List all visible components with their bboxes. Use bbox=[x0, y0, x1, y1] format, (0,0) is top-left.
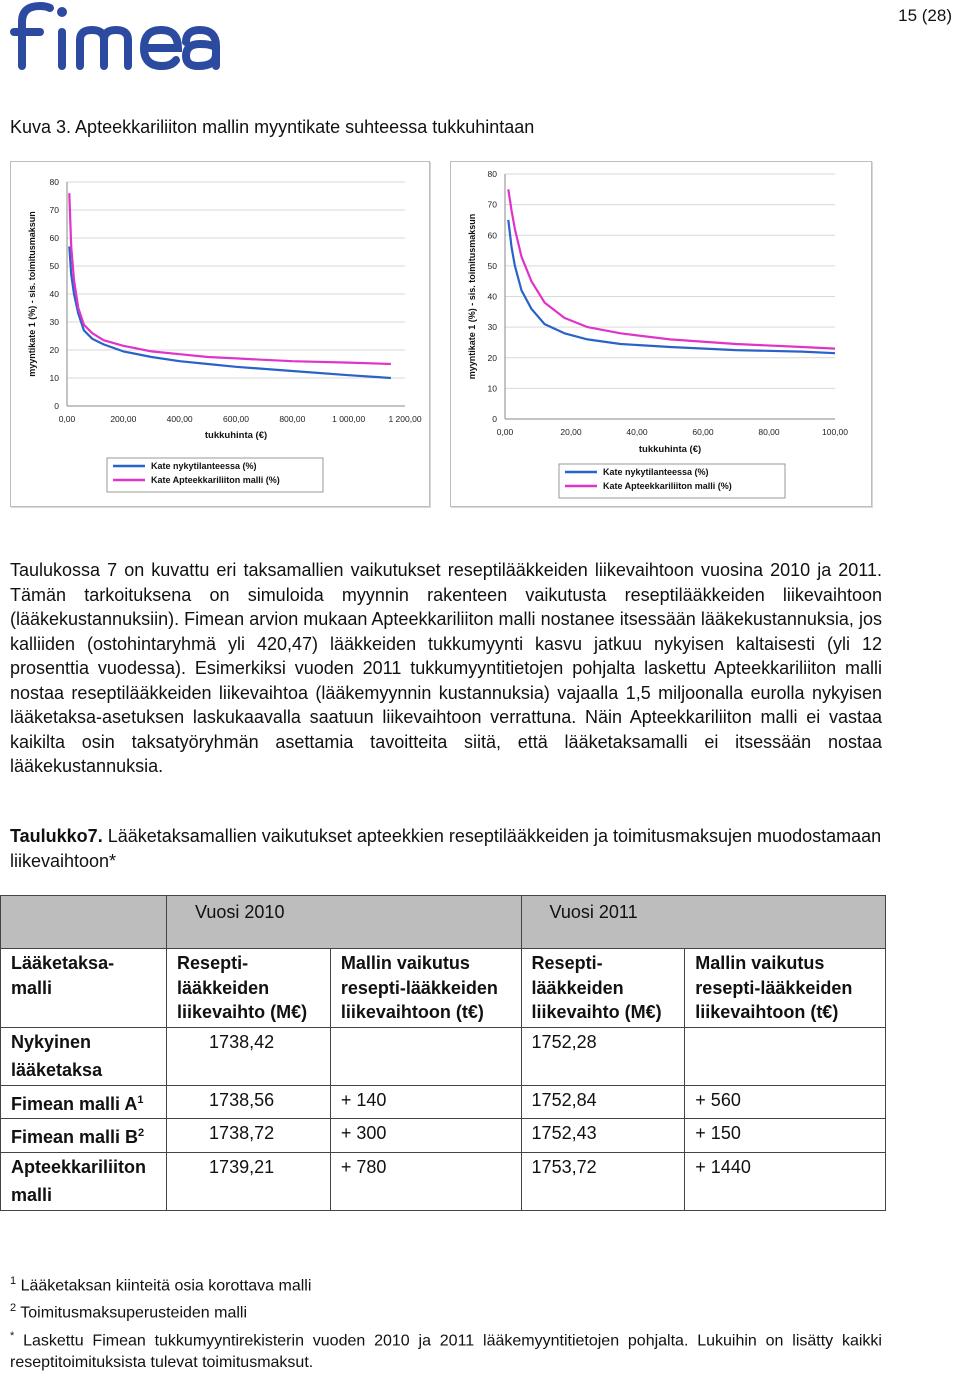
row-model bbox=[1, 1027, 167, 1085]
legend-label: Kate Apteekkariliiton malli (%) bbox=[151, 475, 280, 485]
row-effect-2011: + 1440 bbox=[685, 1152, 886, 1210]
year-2011-header bbox=[521, 896, 885, 949]
x-tick-label: 40,00 bbox=[626, 427, 648, 437]
row-effect-2011: + 560 bbox=[685, 1085, 886, 1119]
row-model-label: Nykyinen lääketaksa bbox=[11, 1031, 103, 1080]
row-model bbox=[1, 1085, 167, 1119]
footnote-text: Toimitusmaksuperusteiden malli bbox=[20, 1304, 248, 1322]
y-axis-title: myyntikate 1 (%) - sis. toimitusmaksun bbox=[27, 211, 37, 377]
row-lv-2010: 1738,56 bbox=[167, 1085, 331, 1119]
table-row bbox=[1, 1027, 886, 1085]
y-tick-label: 10 bbox=[487, 383, 497, 394]
y-tick-label: 20 bbox=[49, 345, 59, 355]
footnote bbox=[10, 1325, 882, 1374]
header-effect-2011: Mallin vaikutus resepti-lääkkeiden liikevaihtoon (t€) bbox=[685, 949, 886, 1028]
row-model bbox=[1, 1152, 167, 1210]
row-model-label: Apteekkariliiton malli bbox=[11, 1156, 147, 1205]
footnote bbox=[10, 1297, 882, 1324]
row-lv-2010: 1738,72 bbox=[167, 1119, 331, 1153]
table-row bbox=[1, 1085, 886, 1119]
footnote-text: Lääketaksan kiinteitä osia korottava malli bbox=[20, 1277, 312, 1295]
x-tick-label: 100,00 bbox=[822, 427, 848, 437]
footnote-mark: 2 bbox=[10, 1302, 17, 1315]
row-lv-2010: 1738,42 bbox=[167, 1027, 331, 1085]
x-tick-label: 0,00 bbox=[496, 427, 514, 437]
y-tick-label: 70 bbox=[487, 199, 497, 210]
footnote-mark: * bbox=[10, 1329, 15, 1342]
chart-1 bbox=[10, 161, 430, 507]
y-tick-label: 0 bbox=[492, 414, 497, 424]
table-row bbox=[1, 1152, 886, 1210]
header-model: Lääketaksa-malli bbox=[1, 949, 167, 1028]
x-tick-label: 800,00 bbox=[279, 414, 306, 424]
footnote bbox=[10, 1270, 882, 1297]
x-tick-label: 400,00 bbox=[166, 414, 193, 424]
x-tick-label: 60,00 bbox=[692, 427, 714, 437]
y-tick-label: 20 bbox=[487, 352, 497, 363]
figure-caption: Kuva 3. Apteekkariliiton mallin myyntikate suhteessa tukkuhintaan bbox=[10, 117, 535, 137]
row-effect-2010: + 780 bbox=[330, 1152, 521, 1210]
data-table bbox=[0, 895, 886, 1211]
chart-2 bbox=[450, 161, 872, 507]
y-tick-label: 0 bbox=[54, 401, 59, 411]
year-2010-label: Vuosi 2010 bbox=[195, 900, 284, 925]
legend-label: Kate nykytilanteessa (%) bbox=[603, 467, 709, 477]
y-tick-label: 40 bbox=[49, 289, 59, 299]
fimea-logo bbox=[10, 0, 222, 72]
legend-label: Kate nykytilanteessa (%) bbox=[151, 461, 257, 471]
row-lv-2011: 1753,72 bbox=[521, 1152, 685, 1210]
y-tick-label: 10 bbox=[49, 373, 59, 383]
y-tick-label: 80 bbox=[487, 169, 497, 179]
series-line bbox=[69, 193, 391, 364]
row-effect-2011: + 150 bbox=[685, 1119, 886, 1153]
x-axis-title: tukkuhinta (€) bbox=[638, 444, 702, 455]
table-caption bbox=[10, 824, 882, 873]
row-model bbox=[1, 1119, 167, 1153]
y-tick-label: 50 bbox=[49, 261, 59, 271]
y-tick-label: 70 bbox=[49, 205, 59, 215]
y-tick-label: 30 bbox=[487, 322, 497, 333]
page-number: 15 (28) bbox=[898, 6, 952, 25]
footnotes bbox=[10, 1270, 882, 1374]
y-tick-label: 60 bbox=[487, 230, 497, 241]
y-tick-label: 40 bbox=[487, 291, 497, 302]
chart-2-svg bbox=[451, 162, 871, 506]
row-effect-2010: + 300 bbox=[330, 1119, 521, 1153]
table-caption-label: Taulukko7. bbox=[10, 826, 103, 846]
y-tick-label: 30 bbox=[49, 317, 59, 327]
year-2011-label: Vuosi 2011 bbox=[550, 900, 638, 925]
row-lv-2010: 1739,21 bbox=[167, 1152, 331, 1210]
header-effect-2010: Mallin vaikutus resepti-lääkkeiden liikevaihtoon (t€) bbox=[330, 949, 521, 1028]
x-tick-label: 600,00 bbox=[223, 414, 249, 424]
row-model-label: Fimean malli B bbox=[11, 1127, 139, 1147]
table-header-row bbox=[1, 949, 886, 1028]
y-axis-title: myyntikate 1 (%) - sis. toimitusmaksun bbox=[467, 213, 477, 380]
table-caption-text: Lääketaksamallien vaikutukset apteekkien reseptilääkkeiden ja toimitusmaksujen muodostamaan liikevaihtoon* bbox=[10, 826, 882, 871]
x-tick-label: 0,00 bbox=[58, 414, 76, 424]
row-lv-2011: 1752,28 bbox=[521, 1027, 685, 1085]
row-effect-2010: + 140 bbox=[330, 1085, 521, 1119]
series-line bbox=[508, 189, 835, 348]
footnote-text: Laskettu Fimean tukkumyyntirekisterin vuoden 2010 ja 2011 lääkemyyntitietojen pohjalta. Lukuihin on lisätty kaikki reseptitoimituksista tulevat toimitusmaksut. bbox=[10, 1331, 882, 1371]
legend-label: Kate Apteekkariliiton malli (%) bbox=[603, 481, 732, 491]
row-model-label: Fimean malli A bbox=[11, 1093, 138, 1114]
x-tick-label: 20,00 bbox=[560, 427, 582, 437]
row-effect-2010 bbox=[330, 1027, 521, 1085]
row-model-sup: 1 bbox=[137, 1093, 144, 1106]
series-line bbox=[508, 220, 835, 353]
row-effect-2011 bbox=[685, 1027, 886, 1085]
year-2010-header bbox=[167, 896, 522, 949]
table-row bbox=[1, 1119, 886, 1153]
x-tick-label: 1 000,00 bbox=[332, 414, 366, 424]
table-corner-cell bbox=[1, 896, 167, 949]
header-lv-2010: Resepti-lääkkeiden liikevaihto (M€) bbox=[167, 949, 331, 1028]
table-year-row bbox=[1, 896, 886, 949]
x-tick-label: 1 200,00 bbox=[388, 414, 422, 424]
x-tick-label: 200,00 bbox=[110, 414, 137, 424]
chart-1-svg bbox=[11, 162, 429, 506]
footnote-mark: 1 bbox=[10, 1275, 17, 1287]
y-tick-label: 60 bbox=[49, 233, 59, 243]
y-tick-label: 50 bbox=[487, 260, 497, 271]
x-axis-title: tukkuhinta (€) bbox=[204, 430, 268, 441]
row-model-sup: 2 bbox=[138, 1127, 145, 1139]
row-lv-2011: 1752,84 bbox=[521, 1085, 685, 1119]
header-lv-2011: Resepti-lääkkeiden liikevaihto (M€) bbox=[521, 949, 685, 1028]
x-tick-label: 80,00 bbox=[758, 427, 780, 437]
y-tick-label: 80 bbox=[49, 177, 59, 187]
body-paragraph: Taulukossa 7 on kuvattu eri taksamallien vaikutukset reseptilääkkeiden liikevaihtoon vuosina 2010 ja 2011. Tämän tarkoituksena on simuloida myynnin rakenteen vaikutusta reseptilääkkeiden liikevaihtoon (lääkekustannuksiin). Fimean arvion mukaan Apteekkariliiton malli nostanee itsessään lääkekustannuksia, jos kalliiden (ostohintaryhmä yli 420,47) lääkkeiden tukkumyynti kasvu jatkuu nykyisen kaltaisesti (yli 12 prosenttia vuodessa). Esimerkiksi vuoden 2011 tukkumyyntitietojen pohjalta laskettu Apteekkariliiton malli nostaa reseptilääkkeiden liikevaihtoa (lääkemyynnin kustannuksia) vajaalla 1,5 miljoonalla eurolla nykyisen lääketaksa-asetuksen laskukaavalla saatuun liikevaihtoon verrattuna. Näin Apteekkariliiton malli ei vastaa kaikilta osin taksatyöryhmän asettamia tavoitteita siitä, että lääketaksamalli ei itsessään nostaa lääkekustannuksia. bbox=[10, 560, 882, 776]
row-lv-2011: 1752,43 bbox=[521, 1119, 685, 1153]
